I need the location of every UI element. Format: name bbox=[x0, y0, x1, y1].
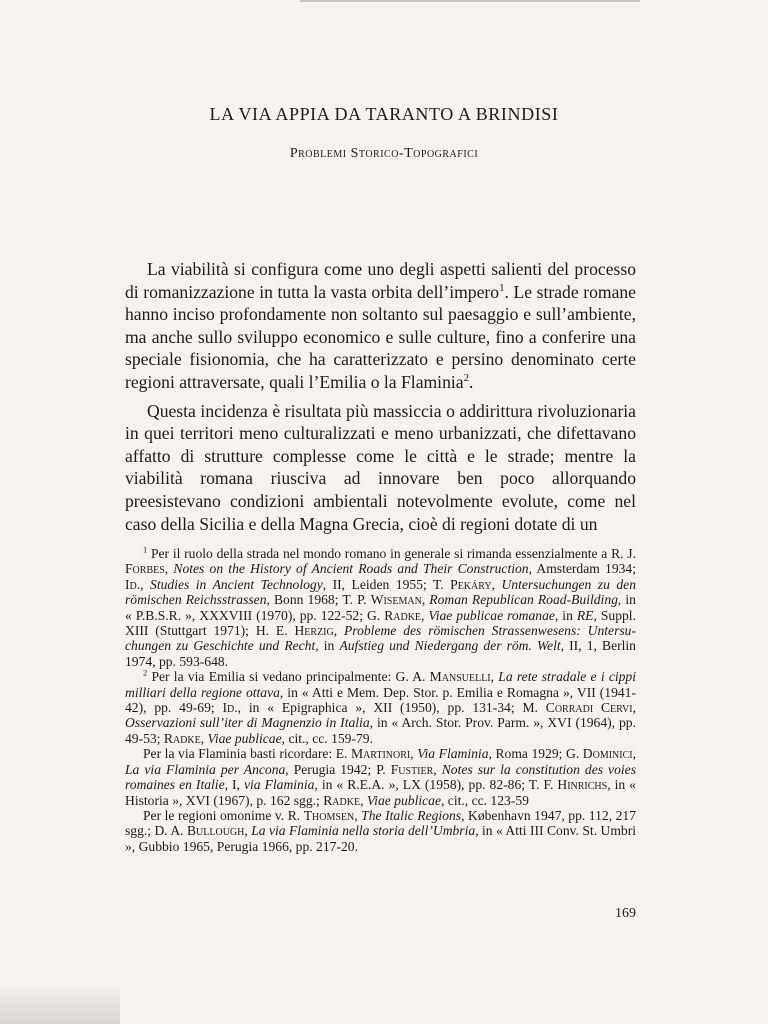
author-name: Radke bbox=[323, 792, 361, 808]
work-title: via Flaminia bbox=[243, 777, 315, 793]
body-paragraph bbox=[125, 258, 636, 394]
footnote-text: , Suppl. XIII (Stuttgart 1971); H. E. bbox=[125, 607, 636, 639]
footnote-text: , bbox=[164, 561, 174, 577]
footnote-text: , I, bbox=[224, 777, 244, 793]
author-name: Bullough bbox=[186, 823, 245, 839]
work-title: Via Flaminia bbox=[417, 746, 489, 762]
work-title: La via Flaminia per Ancona bbox=[125, 761, 286, 777]
work-title: Probleme des römischen Strassenwesens: Untersuchungen zu Geschichte und Recht bbox=[125, 623, 636, 654]
footnote-text: , bbox=[433, 761, 442, 777]
author-name: Hinrichs bbox=[557, 777, 608, 793]
footnote-text: , Amsterdam 1934; bbox=[528, 561, 636, 577]
page-number: 169 bbox=[615, 906, 636, 921]
footnote bbox=[125, 808, 636, 854]
author-name: Radke bbox=[163, 730, 201, 746]
footnote-text: , København 1947, pp. 112, 217 sgg.; D. A. bbox=[125, 807, 637, 839]
footnote-text: , in « R.E.A. », LX (1958), pp. 82-86; T. F. bbox=[314, 777, 558, 793]
footnote-text: , bbox=[354, 807, 362, 823]
footnote-number: 1 bbox=[143, 544, 148, 555]
footnote-ref: 2 bbox=[463, 372, 470, 385]
work-title: Roman Republican Road-Building bbox=[429, 592, 618, 608]
author-name: Thomsen bbox=[303, 807, 355, 823]
author-name: Dominici bbox=[582, 746, 633, 762]
footnote-text: Per la via Flaminia basti ricordare: E. bbox=[143, 746, 351, 762]
footnote-text: , II, Leiden 1955; T. bbox=[322, 576, 451, 592]
footnote-text: , Perugia 1942; P. bbox=[285, 761, 391, 777]
work-title: Aufstieg und Niedergang der röm. Welt bbox=[339, 638, 561, 654]
work-title: The Italic Regions bbox=[361, 807, 462, 823]
work-title: La rete stradale e i cippi milliari della regione ottava bbox=[125, 669, 637, 700]
work-title: RE bbox=[576, 607, 594, 623]
footnote-text: , bbox=[410, 746, 418, 762]
footnote-text: , bbox=[333, 623, 344, 639]
work-title: Osservazioni sull’iter di Magnenzio in Italia bbox=[125, 715, 370, 731]
footnote-text: , bbox=[632, 700, 636, 716]
footnote-text: , in bbox=[554, 607, 577, 623]
footnote-text: Per le regioni omonime v. R. bbox=[143, 807, 304, 823]
footnote-text: , Bonn 1968; T. P. bbox=[266, 592, 371, 608]
scan-edge-line bbox=[300, 0, 640, 2]
footnote-text: , bbox=[360, 792, 367, 808]
footnote-text: , bbox=[490, 669, 499, 685]
footnote-text: , bbox=[421, 607, 429, 623]
author-name: Id. bbox=[125, 576, 141, 592]
scan-shadow bbox=[0, 984, 120, 1024]
footnote-text: , bbox=[200, 730, 208, 746]
work-title: Notes on the History of Ancient Roads and Their Construction bbox=[173, 561, 529, 577]
footnote bbox=[125, 669, 636, 746]
work-title: Viae publicae bbox=[207, 730, 282, 746]
footnote-number: 2 bbox=[143, 667, 148, 678]
footnote bbox=[125, 746, 636, 808]
footnote-text: , in « Epigraphica », XII (1950), pp. 131-34; M. bbox=[237, 700, 546, 716]
author-name: Corradi Cervi bbox=[545, 700, 633, 716]
footnotes bbox=[125, 546, 636, 854]
footnote-text: , in « P.B.S.R. », XXXVIII (1970), pp. 122-52; G. bbox=[125, 592, 636, 623]
body-text bbox=[125, 258, 636, 535]
work-title: Notes sur la constitution des voies romaines en Italie bbox=[125, 761, 636, 793]
author-name: Herzig bbox=[294, 623, 334, 639]
footnote-text: Per il ruolo della strada nel mondo romano in generale si rimanda essenzialmente a R. J. bbox=[147, 546, 636, 561]
work-title: Viae publicae bbox=[366, 792, 441, 808]
footnote bbox=[125, 546, 636, 669]
author-name: Mansuelli bbox=[429, 669, 491, 685]
article-title: LA VIA APPIA DA TARANTO A BRINDISI bbox=[209, 104, 559, 124]
author-name: Id. bbox=[222, 700, 238, 716]
body-text-run: . Le strade romane hanno inciso profondamente non soltanto sul paesaggio e sull’ambiente, ma anche sullo sviluppo economico e sulle culture, fino a conferire una speciale fisionomia, che ha caratterizzato e persino denominato certe regioni attraversate, quali l’Emilia o la Flaminia bbox=[125, 281, 636, 392]
footnote-text: , II, 1, Berlin 1974, pp. 593-648. bbox=[125, 638, 636, 669]
author-name: Radke bbox=[384, 607, 422, 623]
footnote-text: , bbox=[491, 576, 502, 592]
footnote-text: , in « Historia », XVI (1967), p. 162 sgg.; bbox=[125, 777, 636, 808]
footnote-text: Per la via Emilia si vedano principalmente: G. A. bbox=[147, 669, 430, 685]
author-name: Wiseman bbox=[370, 592, 422, 608]
footnote-text: , in « Atti e Mem. Dep. Stor. p. Emilia e Romagna », VII (1941-42), pp. 49-69; bbox=[125, 684, 636, 716]
footnote-text: , bbox=[421, 592, 430, 608]
work-title: La via Flaminia nella storia dell’Umbria bbox=[251, 823, 476, 839]
author-name: Fustier bbox=[390, 761, 434, 777]
work-title: Untersuchungen zu den römischen Reichsstrassen bbox=[125, 576, 636, 608]
author-name: Pekáry bbox=[450, 576, 492, 592]
footnote-text: , cit., cc. 123-59 bbox=[440, 792, 529, 808]
footnote-text: , in « Atti III Conv. St. Umbri », Gubbio 1965, Perugia 1966, pp. 217-20. bbox=[125, 823, 637, 854]
footnote-text: , in bbox=[315, 638, 340, 654]
author-name: Martinori bbox=[350, 746, 411, 762]
footnote-text: , bbox=[140, 576, 151, 592]
work-title: Studies in Ancient Technology bbox=[150, 576, 323, 592]
body-paragraph: Questa incidenza è risultata più massiccia o addirittura rivoluzionaria in quei territori meno culturalizzati e meno urbanizzati, che difettavano affatto di strutture complesse come le città e le strade; mentre la viabilità romana riusciva ad innovare ben poco allorquando preesistevano condizioni ambientali notevolmente evolute, come nel caso della Sicilia e della Magna Grecia, cioè di regioni dotate di un bbox=[125, 400, 636, 534]
footnote-text: , cit., cc. 159-79. bbox=[281, 730, 373, 746]
footnote-text: , in « Arch. Stor. Prov. Parm. », XVI (1964), pp. 49-53; bbox=[125, 715, 636, 746]
footnote-text: , Roma 1929; G. bbox=[488, 746, 583, 762]
author-name: Forbes bbox=[125, 561, 165, 577]
footnote-text: , bbox=[244, 823, 252, 839]
body-text-run: . bbox=[469, 371, 474, 392]
footnote-text: , bbox=[632, 746, 637, 762]
body-text-run: La viabilità si configura come uno degli aspetti salienti del processo di romanizzazione in tutta la vasta orbita dell’impero bbox=[125, 259, 636, 302]
article-subtitle: Problemi Storico-Topografici bbox=[289, 146, 479, 161]
footnote-ref: 1 bbox=[499, 281, 505, 294]
work-title: Viae publicae romanae bbox=[428, 607, 555, 623]
